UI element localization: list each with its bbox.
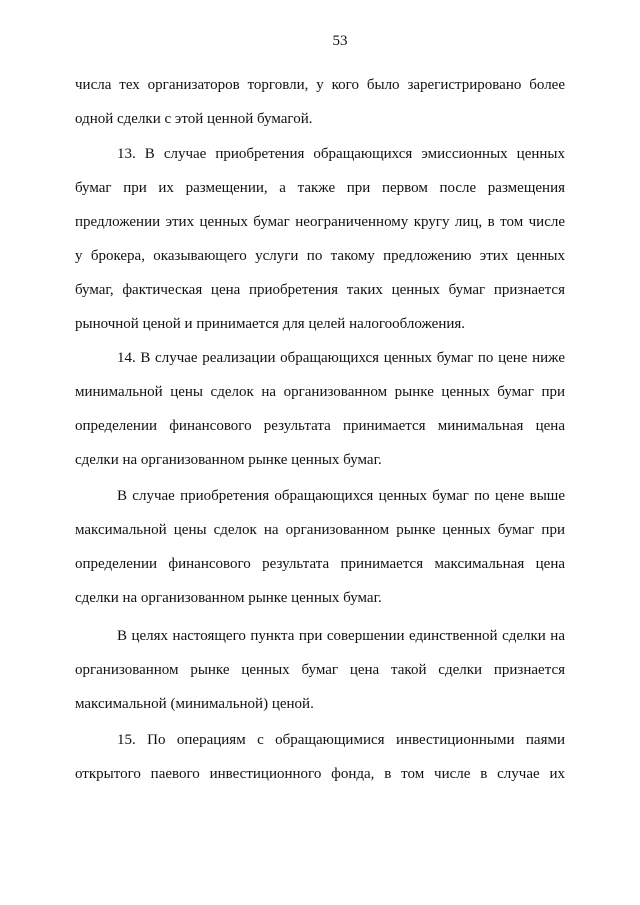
text-line: одной сделки с этой ценной бумагой. <box>75 111 313 127</box>
text-line: 15. По операциям с обращающимися инвестиционными паями <box>117 732 565 748</box>
text-line: 13. В случае приобретения обращающихся эмиссионных ценных <box>117 146 565 162</box>
text-line: у брокера, оказывающего услуги по такому предложению этих ценных <box>75 248 565 264</box>
text-line: предложении этих ценных бумаг неограниченному кругу лиц, в том числе <box>75 214 565 230</box>
text-line: В целях настоящего пункта при совершении единственной сделки на <box>117 628 565 644</box>
text-line: рыночной ценой и принимается для целей налогообложения. <box>75 316 466 332</box>
text-line: максимальной (минимальной) ценой. <box>75 696 314 712</box>
text-line: сделки на организованном рынке ценных бумаг. <box>75 590 382 606</box>
text-line: минимальной цены сделок на организованном рынке ценных бумаг при <box>75 384 565 400</box>
paragraph-item-13 <box>75 137 565 341</box>
text-line: бумаг при их размещении, а также при первом после размещения <box>75 180 565 196</box>
text-line: определении финансового результата принимается минимальная цена <box>75 418 565 434</box>
paragraph-purchase-above-max <box>75 479 565 615</box>
page-number: 53 <box>332 33 348 49</box>
text-line: 14. В случае реализации обращающихся ценных бумаг по цене ниже <box>117 350 565 366</box>
text-line: В случае приобретения обращающихся ценных бумаг по цене выше <box>117 488 565 504</box>
paragraph-item-15 <box>75 723 565 791</box>
paragraph-continuation <box>75 68 565 136</box>
text-line: числа тех организаторов торговли, у кого было зарегистрировано более <box>75 77 565 93</box>
text-line: максимальной цены сделок на организованном рынке ценных бумаг при <box>75 522 565 538</box>
text-line: открытого паевого инвестиционного фонда, в том числе в случае их <box>75 766 565 782</box>
paragraph-item-14 <box>75 341 565 477</box>
paragraph-single-deal <box>75 619 565 721</box>
text-line: определении финансового результата принимается максимальная цена <box>75 556 565 572</box>
text-line: бумаг, фактическая цена приобретения таких ценных бумаг признается <box>75 282 565 298</box>
text-line: сделки на организованном рынке ценных бумаг. <box>75 452 382 468</box>
text-line: организованном рынке ценных бумаг цена такой сделки признается <box>75 662 565 678</box>
